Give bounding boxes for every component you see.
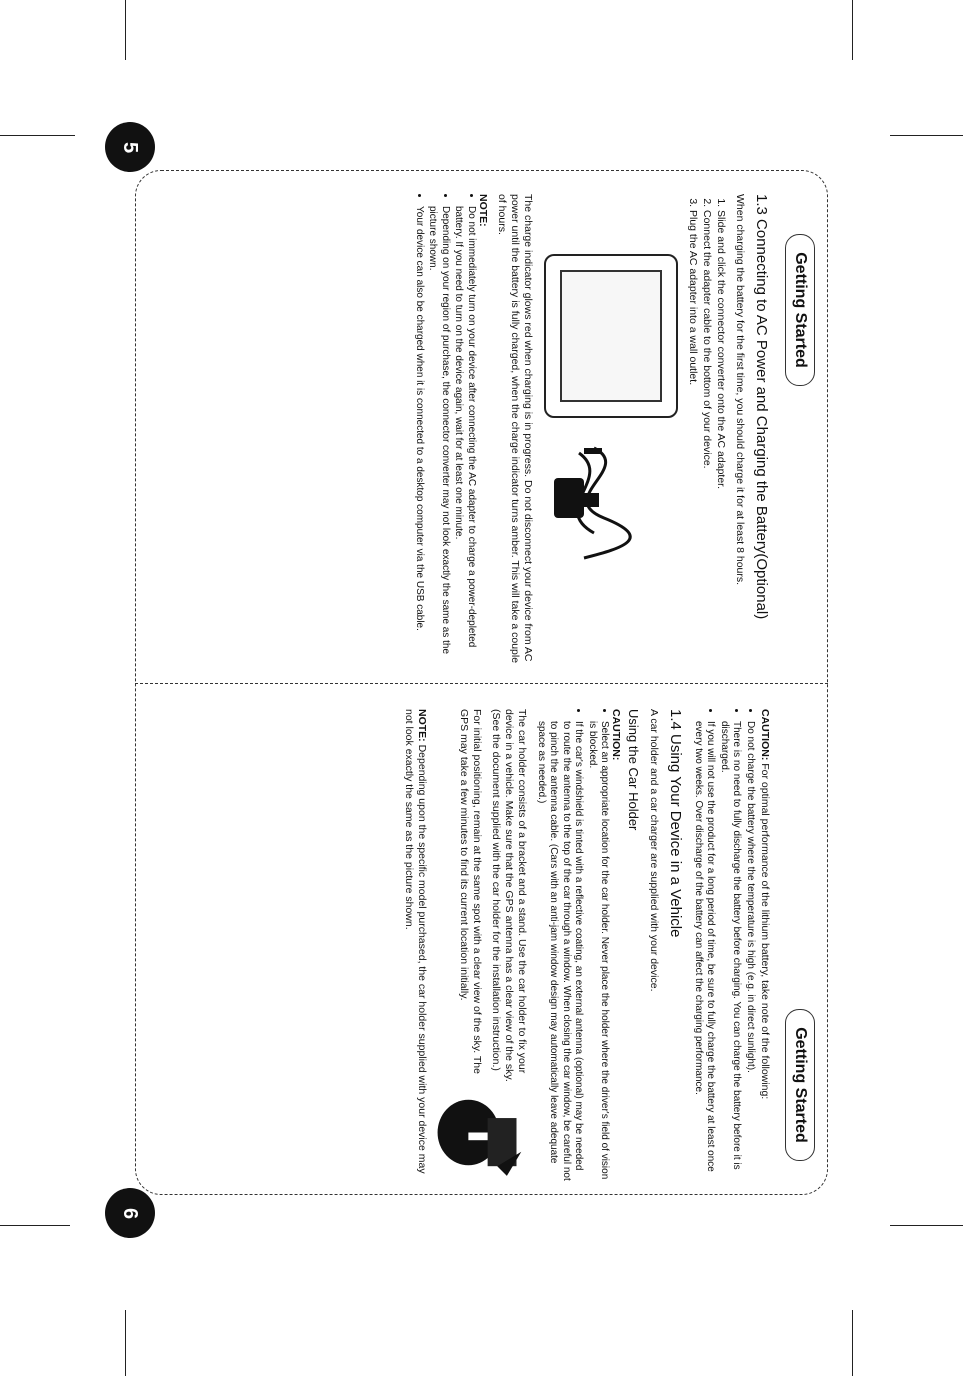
section-title: 1.3 Connecting to AC Power and Charging the Battery(Optional) xyxy=(753,194,770,620)
list-item: 1. Slide and click the connector converter onto the AC adapter. xyxy=(714,210,727,666)
caution-intro: For optimal performance of the lithium battery, take note of the following: xyxy=(759,763,771,1100)
page-number-badge xyxy=(105,122,155,172)
page-number-badge xyxy=(105,1188,155,1238)
subsection-title: Using the Car Holder xyxy=(626,709,642,831)
crop-mark xyxy=(890,1225,963,1226)
list-item: • Do not charge the battery where the temperature is high (e.g. in direct sunlight). xyxy=(744,721,757,1181)
holder-section xyxy=(429,709,529,1181)
caution-list xyxy=(535,709,611,1181)
section-tab: Getting Started xyxy=(785,1009,815,1161)
list-item: 3. Plug the AC adapter into a wall outlet. xyxy=(686,210,699,666)
list-item: • If the car's windshield is tinted with a reflective coating, an external antenna (optional) may be needed to route the antenna to the top of the car through a window. When closing the car window, be careful not to pinch the antenna cable. (Cars with an anti-jam window design may automatically leave adequate space as needed.) xyxy=(535,721,585,1181)
crop-mark xyxy=(0,135,75,136)
note-label: NOTE: xyxy=(477,194,489,227)
section-intro: A car holder and a car charger are supplied with your device. xyxy=(648,709,661,992)
caution-list xyxy=(692,709,757,1181)
page-number: 5 xyxy=(119,141,142,153)
section-title: 1.4 Using Your Device in a Vehicle xyxy=(667,709,685,938)
crop-mark xyxy=(890,135,963,136)
caution-label: CAUTION: xyxy=(759,709,771,761)
section-tab: Getting Started xyxy=(785,234,815,386)
page-right xyxy=(135,695,815,1195)
list-item: • If you will not use the product for a long period of time, be sure to fully charge the battery at least once every two weeks. Over discharge of the battery can affect the charging performance. xyxy=(692,721,717,1181)
crop-mark xyxy=(125,0,126,60)
note-paragraph xyxy=(403,709,429,1181)
list-item: • Select an appropriate location for the car holder. Never place the holder where the driver's field of vision is blocked. xyxy=(586,721,611,1181)
list-item: • Your device can also be charged when it is connected to a desktop computer via the USB cable. xyxy=(413,206,426,666)
crop-mark xyxy=(852,0,853,60)
holder-text: The car holder consists of a bracket and a stand. Use the car holder to fix your device in a vehicle. Make sure that the GPS antenna has a clear view of the sky. (See the document supplied with the car holder for the installation instruction.) xyxy=(490,709,529,1082)
list-item: • There is no need to fully discharge the battery before charging. You can charge the battery before it is discharged. xyxy=(718,721,743,1181)
car-holder-image xyxy=(429,1094,529,1181)
ac-adapter-image xyxy=(544,438,654,568)
steps-list xyxy=(686,194,727,666)
list-item: 2. Connect the adapter cable to the bottom of your device. xyxy=(700,210,713,666)
charge-text: The charge indicator glows red when charging is in progress. Do not disconnect your device from AC power until the battery is fully charged, when the charge indicator turns amber. This will take a couple of hours. xyxy=(496,194,534,664)
positioning-text: For initial positioning, remain at the same spot with a clear view of the sky. The GPS may take a few minutes to find its current location initially. xyxy=(458,709,484,1074)
page-divider xyxy=(135,683,828,684)
page-left xyxy=(135,180,815,680)
crop-mark xyxy=(125,1310,126,1376)
illustration xyxy=(544,254,678,666)
note-label: NOTE: xyxy=(416,709,429,742)
caution-paragraph xyxy=(758,709,771,1181)
notes-list xyxy=(413,194,478,666)
list-item: • Do not immediately turn on your device after connecting the AC adapter to charge a power-depleted battery. If you need to turn on the device again, wait for at least one minute. xyxy=(452,206,477,666)
crop-mark xyxy=(852,1310,853,1376)
list-item: • Depending on your region of purchase, the connector converter may not look exactly the same as the picture shown. xyxy=(426,206,451,666)
intro-text: When charging the battery for the first time, you should charge it for at least 8 hours. xyxy=(734,194,746,586)
page-number: 6 xyxy=(119,1207,142,1219)
caution-label: CAUTION: xyxy=(610,709,623,761)
gps-device-image xyxy=(544,254,678,418)
note-text: Depending upon the specific model purchased, the car holder supplied with your device may not look exactly the same as the picture shown. xyxy=(403,709,429,1174)
crop-mark xyxy=(0,1225,70,1226)
